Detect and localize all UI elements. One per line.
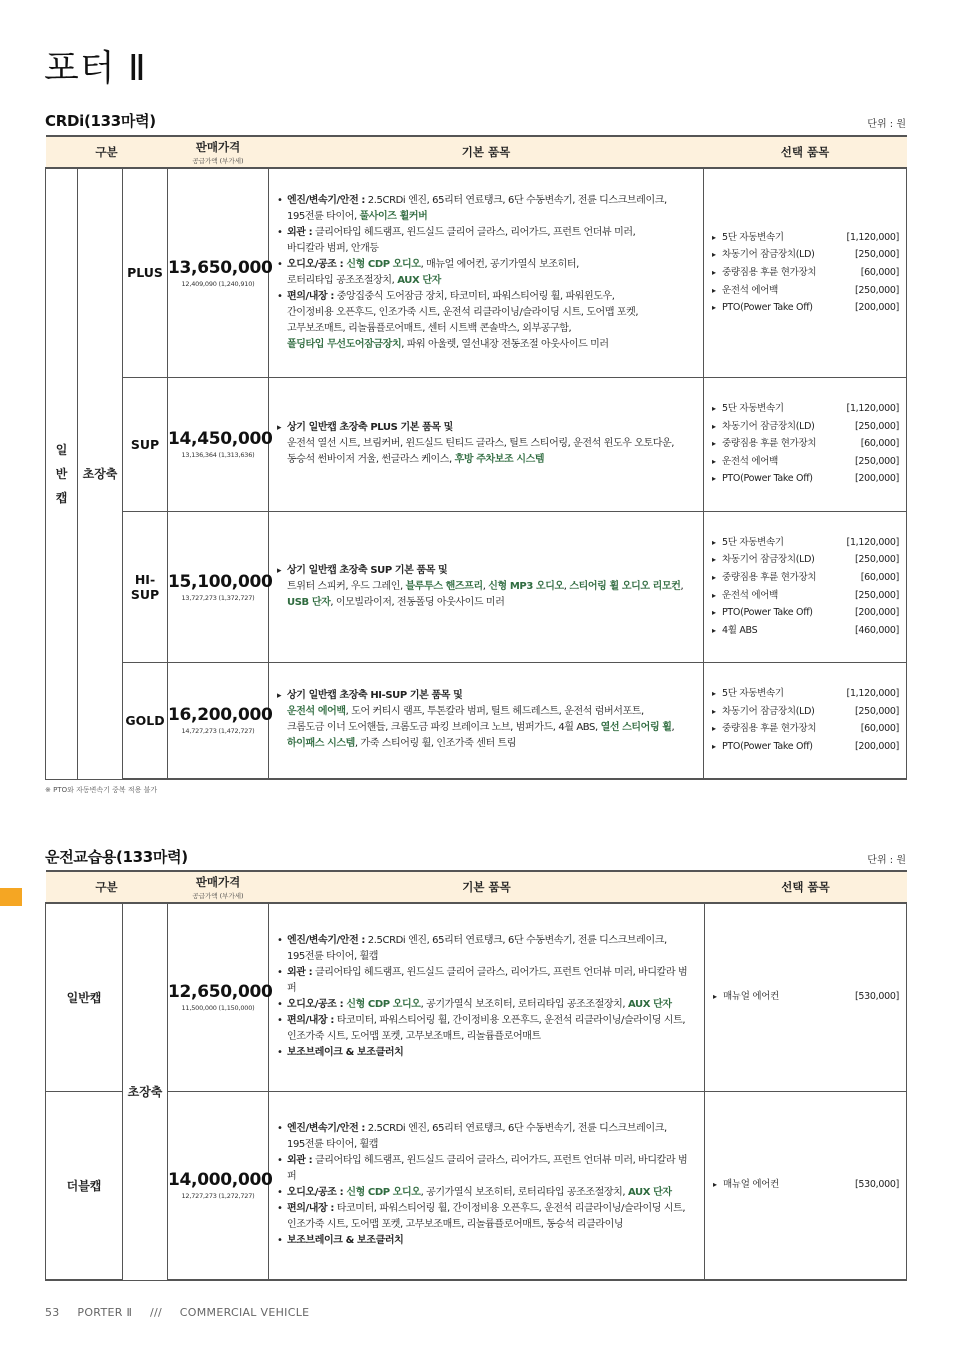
- option-list: [705, 903, 907, 1091]
- side-tab-marker: [0, 888, 22, 906]
- table-header-row: [46, 871, 907, 903]
- option-item: ▸ 운전석 에어백 [250,000]: [712, 282, 899, 300]
- footer-separator: ///: [149, 1306, 162, 1319]
- supply-price: 11,500,000 (1,150,000): [181, 1004, 255, 1013]
- supply-price: 13,136,364 (1,313,636): [181, 451, 255, 459]
- price-table-crdi: [45, 135, 907, 780]
- basic-items: • 엔진/변속기/안전 : 2.5CRDi 엔진, 65리터 연료탱크, 6단 수동변속기, 전륜 디스크브레이크, 195전륜 타이어, 휠캡 • 외관 : 클리어타입 헤드램프, 윈드실드 클리어 글라스, 리어가드, 프런트 언더뷰 미러, 바디칼라 범퍼 • 오디오/공조 : 신형 CDP 오디오, 공기가열식 보조히터, 로터리타입 공조조절장치, AUX 단자 • 편의/내장 : 타코미터, 파워스티어링 휠, 간이정비용 오픈후드, 운전석 리클라이닝/슬라이딩 시트, 인조가죽 시트, 도어맵 포켓, 고무보조매트, 리놀륨플로어매트 • 보조브레이크 & 보조클러치: [269, 903, 705, 1091]
- header-basic: 기본 품목: [269, 136, 704, 168]
- sale-price: 14,450,000: [168, 429, 273, 449]
- page-number: 53: [45, 1306, 60, 1319]
- header-options: 선택 품목: [705, 871, 907, 903]
- unit-label: 단위 : 원: [867, 855, 906, 866]
- footer-model: PORTER Ⅱ: [77, 1306, 133, 1319]
- option-item: ▸ 운전석 에어백 [250,000]: [712, 453, 899, 471]
- option-list: [704, 511, 907, 662]
- option-item: ▸ 중량짐용 후륜 현가장치 [60,000]: [712, 569, 899, 587]
- table-row: [46, 1091, 907, 1280]
- cab-label: 일 반 캡: [46, 168, 78, 779]
- cab-label: 더블캡: [46, 1091, 123, 1280]
- option-item: ▸ PTO(Power Take Off) [200,000]: [712, 738, 899, 756]
- header-basic: 기본 품목: [269, 871, 705, 903]
- table-row: [46, 511, 907, 662]
- sale-price: 16,200,000: [168, 705, 273, 726]
- table-row: [46, 168, 907, 377]
- table-header-row: [46, 136, 907, 168]
- option-item: ▸ PTO(Power Take Off) [200,000]: [712, 604, 899, 622]
- sale-price: 14,000,000: [168, 1170, 273, 1191]
- supply-price: 13,727,273 (1,372,727): [181, 593, 255, 602]
- unit-label: 단위 : 원: [867, 119, 906, 130]
- header-category: 구분: [46, 136, 168, 168]
- option-item: ▸ 4휠 ABS [460,000]: [712, 622, 899, 640]
- option-item: ▸ 중량짐용 후륜 현가장치 [60,000]: [712, 720, 899, 738]
- option-item: ▸ 운전석 에어백 [250,000]: [712, 587, 899, 605]
- trim-name: PLUS: [123, 168, 168, 377]
- option-item: ▸ PTO(Power Take Off) [200,000]: [712, 299, 899, 317]
- trim-name: GOLD: [123, 662, 168, 779]
- cab-label: 일반캡: [46, 903, 123, 1091]
- option-item: ▸ 차동기어 잠금장치(LD) [250,000]: [712, 703, 899, 721]
- price-cell: [168, 662, 273, 779]
- option-item: ▸ PTO(Power Take Off) [200,000]: [712, 470, 899, 488]
- supply-price: 12,727,273 (1,272,727): [181, 1192, 255, 1201]
- page-footer: [45, 1306, 323, 1319]
- table-row: [46, 903, 907, 1091]
- option-item: ▸ 중량짐용 후륜 현가장치 [60,000]: [712, 264, 899, 282]
- option-item: ▸ 매뉴얼 에어컨 [530,000]: [713, 988, 899, 1006]
- option-item: ▸ 매뉴얼 에어컨 [530,000]: [713, 1176, 899, 1194]
- header-options: 선택 품목: [704, 136, 907, 168]
- supply-price: 14,727,273 (1,472,727): [181, 727, 255, 736]
- option-item: ▸ 5단 자동변속기 [1,120,000]: [712, 685, 899, 703]
- option-item: ▸ 5단 자동변속기 [1,120,000]: [712, 229, 899, 247]
- option-item: ▸ 차동기어 잠금장치(LD) [250,000]: [712, 246, 899, 264]
- option-list: [704, 168, 907, 377]
- deck-label: 초장축: [123, 903, 168, 1280]
- price-table-driving-school: [45, 870, 907, 1281]
- basic-items: ▸ 상기 일반캡 초장축 PLUS 기본 품목 및 운전석 열선 시트, 브림커버, 윈드실드 틴티드 글라스, 틸트 스티어링, 운전석 윈도우 오토다운, 동승석 썬바이저 거울, 썬글라스 케이스, 후방 주차보조 시스템: [269, 377, 704, 511]
- price-cell: [168, 1091, 273, 1280]
- trim-name: SUP: [123, 377, 168, 511]
- price-cell: [168, 511, 273, 662]
- footer-category: COMMERCIAL VEHICLE: [179, 1306, 310, 1319]
- deck-label: 초장축: [78, 168, 123, 779]
- option-item: ▸ 중량짐용 후륜 현가장치 [60,000]: [712, 435, 899, 453]
- price-cell: [168, 168, 273, 377]
- option-item: ▸ 5단 자동변속기 [1,120,000]: [712, 534, 899, 552]
- trim-name: HI-SUP: [123, 511, 168, 662]
- basic-items: • 엔진/변속기/안전 : 2.5CRDi 엔진, 65리터 연료탱크, 6단 수동변속기, 전륜 디스크브레이크, 195전륜 타이어, 풀사이즈 휠커버 • 외관 : 클리어타입 헤드램프, 윈드실드 클리어 글라스, 리어가드, 프런트 언더뷰 미러, 바디칼라 범퍼, 안개등 • 오디오/공조 : 신형 CDP 오디오, 매뉴얼 에어컨, 공기가열식 보조히터, 로터리타입 공조조절장치, AUX 단자 • 편의/내장 : 중앙집중식 도어잠금 장치, 타코미터, 파워스티어링 휠, 파워윈도우, 간이정비용 오픈후드, 인조가죽 시트, 운전석 리클라이닝/슬라이딩 시트, 도어맵 포켓, 고무보조매트, 리놀륨플로어매트, 센터 시트백 콘솔박스, 외부공구함, 폴딩타입 무선도어잠금장치, 파워 아울렛, 열선내장 전동조절 아웃사이드 미러: [269, 168, 704, 377]
- sale-price: 12,650,000: [168, 982, 273, 1003]
- header-price: 판매가격 공급가액 (부가세): [168, 136, 269, 168]
- price-cell: [168, 903, 273, 1091]
- option-item: ▸ 차동기어 잠금장치(LD) [250,000]: [712, 418, 899, 436]
- sale-price: 15,100,000: [168, 571, 273, 592]
- price-cell: [168, 377, 273, 511]
- section-title-driving-school: 운전교습용(133마력): [45, 848, 188, 866]
- table-row: [46, 377, 907, 511]
- basic-items: ▸ 상기 일반캡 초장축 SUP 기본 품목 및 트위터 스피커, 우드 그레인, 블루투스 핸즈프리, 신형 MP3 오디오, 스티어링 휠 오디오 리모컨, USB 단자, 이모빌라이저, 전동폴딩 아웃사이드 미러: [269, 511, 704, 662]
- table-row: [46, 662, 907, 779]
- header-price: 판매가격 공급가액 (부가세): [168, 871, 269, 903]
- option-list: [704, 662, 907, 779]
- header-category: 구분: [46, 871, 168, 903]
- option-list: [704, 377, 907, 511]
- option-list: [705, 1091, 907, 1280]
- page-title: 포터 Ⅱ: [44, 48, 147, 89]
- basic-items: • 엔진/변속기/안전 : 2.5CRDi 엔진, 65리터 연료탱크, 6단 수동변속기, 전륜 디스크브레이크, 195전륜 타이어, 휠캡 • 외관 : 클리어타입 헤드램프, 윈드실드 클리어 글라스, 리어가드, 프런트 언더뷰 미러, 바디칼라 범퍼 • 오디오/공조 : 신형 CDP 오디오, 공기가열식 보조히터, 로터리타입 공조조절장치, AUX 단자 • 편의/내장 : 타코미터, 파워스티어링 휠, 간이정비용 오픈후드, 운전석 리클라이닝/슬라이딩 시트, 인조가죽 시트, 도어맵 포켓, 고무보조매트, 리놀륨플로어매트, 동승석 리클라이닝 • 보조브레이크 & 보조클러치: [269, 1091, 705, 1280]
- sale-price: 13,650,000: [168, 257, 273, 278]
- footnote: ※ PTO와 자동변속기 중복 적용 불가: [45, 786, 158, 794]
- option-item: ▸ 5단 자동변속기 [1,120,000]: [712, 400, 899, 418]
- basic-items: ▸ 상기 일반캡 초장축 HI-SUP 기본 품목 및 운전석 에어백, 도어 커티시 램프, 투톤칼라 범퍼, 틸트 헤드레스트, 운전석 럼버서포트, 크롬도금 이너 도어핸들, 크롬도금 파킹 브레이크 노브, 범퍼가드, 4휠 ABS, 열선 스티어링 휠, 하이패스 시스템, 가죽 스티어링 휠, 인조가죽 센터 트림: [269, 662, 704, 779]
- supply-price: 12,409,090 (1,240,910): [181, 279, 255, 288]
- option-item: ▸ 차동기어 잠금장치(LD) [250,000]: [712, 551, 899, 569]
- section-title-crdi: CRDi(133마력): [45, 112, 156, 130]
